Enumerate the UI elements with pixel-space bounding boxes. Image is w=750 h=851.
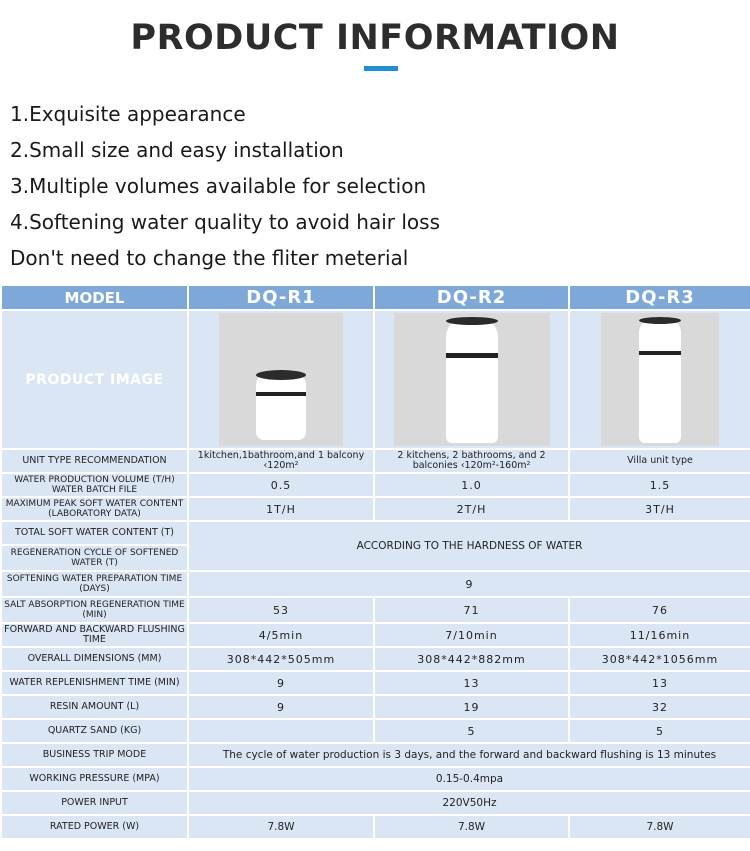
- cell: 7/10min: [375, 624, 568, 646]
- feature-item: 2.Small size and easy installation: [10, 138, 344, 162]
- model-header: MODEL: [2, 286, 187, 309]
- cell: 2 kitchens, 2 bathrooms, and 2 balconies ‹120m²-160m²: [375, 450, 568, 472]
- model-dq-r2: DQ-R2: [375, 286, 568, 309]
- row-label: REGENERATION CYCLE OF SOFTENED WATER (T): [2, 546, 187, 570]
- cell: 11/16min: [570, 624, 750, 646]
- cell: 308*442*882mm: [375, 648, 568, 670]
- cell: 7.8W: [375, 816, 568, 838]
- row-label: WATER PRODUCTION VOLUME (T/H) WATER BATCH FILE: [2, 474, 187, 496]
- softener-dq-r3-image: [601, 313, 719, 446]
- feature-item: 3.Multiple volumes available for selection: [10, 174, 427, 198]
- model-dq-r1: DQ-R1: [189, 286, 373, 309]
- tank-top: [256, 370, 306, 380]
- cell: 308*442*505mm: [189, 648, 373, 670]
- table-row: [2, 648, 750, 670]
- table-row: [2, 816, 750, 838]
- product-image-row: [2, 311, 750, 448]
- table-row: [2, 744, 750, 766]
- title-underline: [364, 66, 398, 71]
- cell: 0.15-0.4mpa: [189, 768, 750, 790]
- tank-band: [446, 353, 498, 358]
- cell: 7.8W: [570, 816, 750, 838]
- cell: 1kitchen,1bathroom,and 1 balcony ‹120m²: [189, 450, 373, 472]
- tank-body: [256, 370, 306, 440]
- cell: 5: [570, 720, 750, 742]
- row-label: WORKING PRESSURE (MPA): [2, 768, 187, 790]
- product-image-label: PRODUCT IMAGE: [2, 311, 187, 448]
- cell: 9: [189, 696, 373, 718]
- table-row: [2, 792, 750, 814]
- cell: The cycle of water production is 3 days, and the forward and backward flushing is 13 minutes: [189, 744, 750, 766]
- row-label: RESIN AMOUNT (L): [2, 696, 187, 718]
- table-row: [2, 696, 750, 718]
- tank-body: [446, 317, 498, 443]
- cell: 32: [570, 696, 750, 718]
- page-title: PRODUCT INFORMATION: [130, 18, 620, 58]
- row-label: WATER REPLENISHMENT TIME (MIN): [2, 672, 187, 694]
- table-row: [2, 598, 750, 622]
- table-row: [2, 672, 750, 694]
- row-label: UNIT TYPE RECOMMENDATION: [2, 450, 187, 472]
- cell: 7.8W: [189, 816, 373, 838]
- product-image-dq-r3: [570, 311, 750, 448]
- product-image-dq-r1: [189, 311, 373, 448]
- row-label: MAXIMUM PEAK SOFT WATER CONTENT (LABORATORY DATA): [2, 498, 187, 520]
- row-label: SALT ABSORPTION REGENERATION TIME (MIN): [2, 598, 187, 622]
- table-row: [2, 720, 750, 742]
- table-row: [2, 572, 750, 596]
- cell: 76: [570, 598, 750, 622]
- cell: 9: [189, 572, 750, 596]
- cell: 220V50Hz: [189, 792, 750, 814]
- row-label: TOTAL SOFT WATER CONTENT (T): [2, 522, 187, 544]
- row-label: BUSINESS TRIP MODE: [2, 744, 187, 766]
- softener-dq-r1-image: [219, 313, 343, 446]
- cell: 308*442*1056mm: [570, 648, 750, 670]
- tank-band: [256, 392, 306, 396]
- feature-item: 1.Exquisite appearance: [10, 102, 246, 126]
- cell: 4/5min: [189, 624, 373, 646]
- spec-table: [0, 284, 750, 840]
- cell: 0.5: [189, 474, 373, 496]
- tank-top: [446, 317, 498, 325]
- cell: 13: [570, 672, 750, 694]
- row-label: OVERALL DIMENSIONS (MM): [2, 648, 187, 670]
- table-header-row: [2, 286, 750, 309]
- row-label: QUARTZ SAND (KG): [2, 720, 187, 742]
- table-row: [2, 768, 750, 790]
- cell: 2T/H: [375, 498, 568, 520]
- model-dq-r3: DQ-R3: [570, 286, 750, 309]
- feature-list: [10, 98, 440, 278]
- cell: 9: [189, 672, 373, 694]
- cell: 5: [375, 720, 568, 742]
- softener-dq-r2-image: [394, 313, 550, 446]
- row-label: SOFTENING WATER PREPARATION TIME (DAYS): [2, 572, 187, 596]
- cell: Villa unit type: [570, 450, 750, 472]
- hardness-note: ACCORDING TO THE HARDNESS OF WATER: [189, 522, 750, 570]
- cell: 53: [189, 598, 373, 622]
- feature-item: 4.Softening water quality to avoid hair loss: [10, 210, 440, 234]
- cell: 19: [375, 696, 568, 718]
- table-row: [2, 450, 750, 472]
- feature-item: Don't need to change the fliter meterial: [10, 246, 409, 270]
- cell: [189, 720, 373, 742]
- product-image-dq-r2: [375, 311, 568, 448]
- table-row: [2, 624, 750, 646]
- cell: 3T/H: [570, 498, 750, 520]
- row-label: FORWARD AND BACKWARD FLUSHING TIME: [2, 624, 187, 646]
- cell: 1T/H: [189, 498, 373, 520]
- cell: 13: [375, 672, 568, 694]
- row-label: RATED POWER (W): [2, 816, 187, 838]
- cell: 71: [375, 598, 568, 622]
- row-label: POWER INPUT: [2, 792, 187, 814]
- table-row: [2, 474, 750, 496]
- table-row: [2, 498, 750, 520]
- cell: 1.0: [375, 474, 568, 496]
- table-row: [2, 522, 750, 544]
- tank-body: [639, 317, 681, 443]
- cell: 1.5: [570, 474, 750, 496]
- tank-band: [639, 351, 681, 355]
- tank-top: [639, 317, 681, 324]
